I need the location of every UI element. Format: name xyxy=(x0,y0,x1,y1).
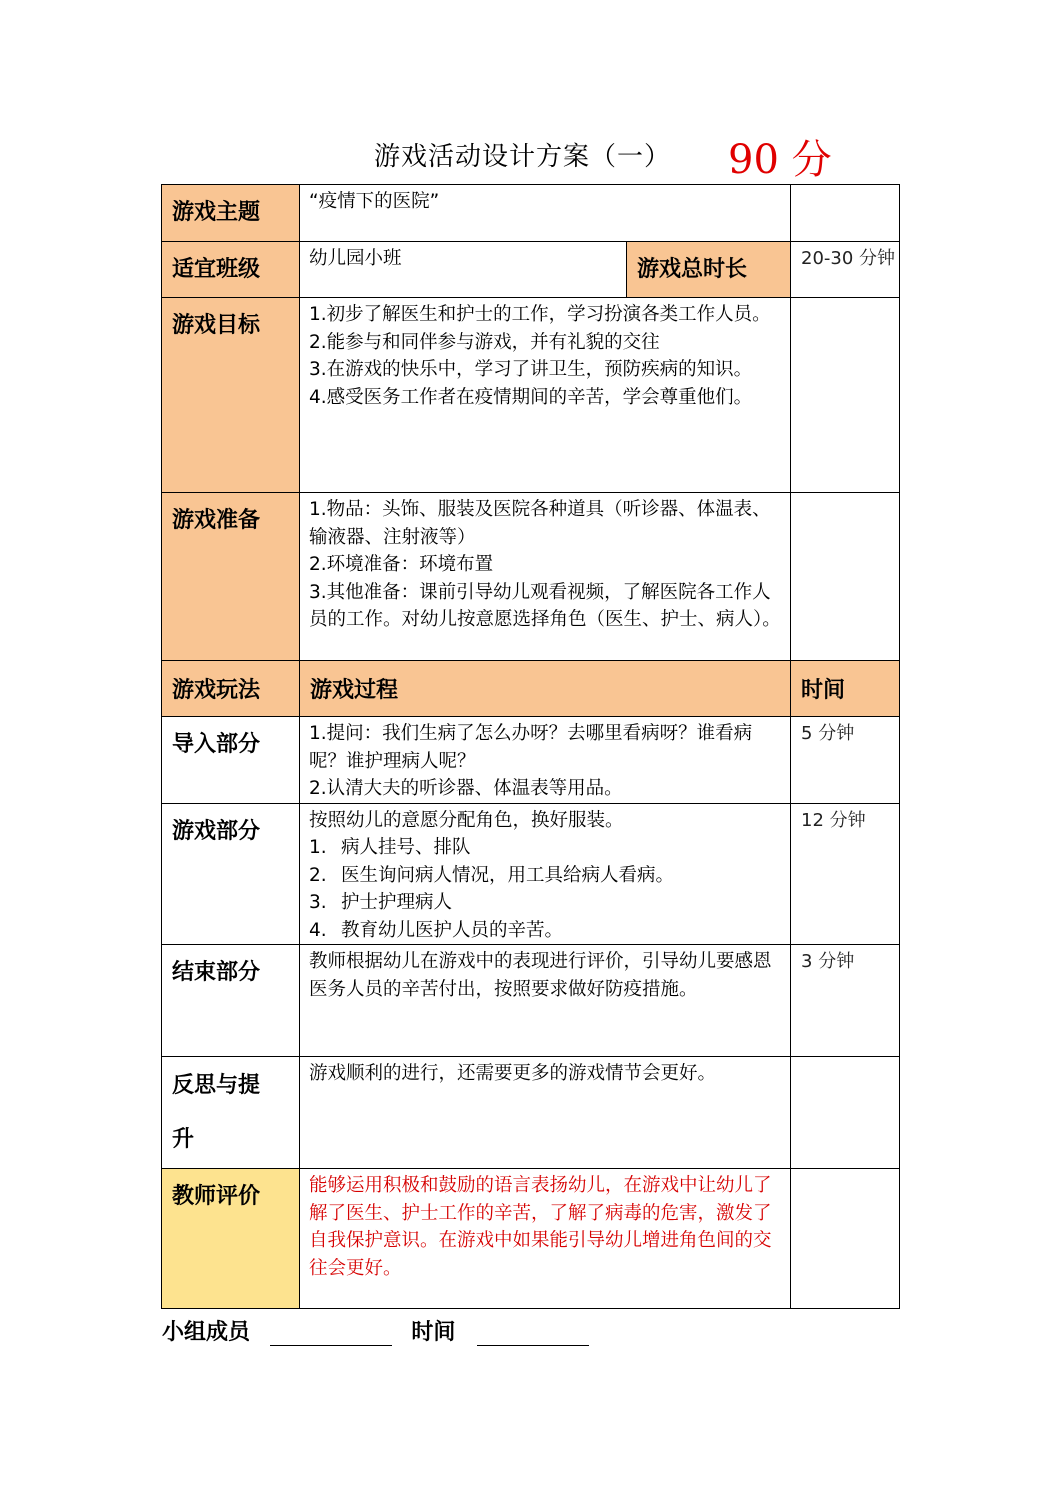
reflect-label-line1: 反思与提 xyxy=(172,1073,261,1098)
process-label: 游戏过程 xyxy=(300,661,791,717)
game-content xyxy=(300,803,791,945)
members-label: 小组成员 xyxy=(162,1320,251,1345)
step-text: 护士护理病人 xyxy=(341,892,453,913)
duration-label: 游戏总时长 xyxy=(627,242,791,298)
reflect-label-line2: 升 xyxy=(172,1127,195,1152)
game-step xyxy=(309,834,782,862)
intro-line: 1.提问：我们生病了怎么办呀？去哪里看病呀？谁看病呢？谁护理病人呢？ xyxy=(309,723,753,772)
step-text: 教育幼儿医护人员的辛苦。 xyxy=(341,919,564,941)
row-intro xyxy=(162,717,900,804)
theme-value: “疫情下的医院” xyxy=(300,185,791,242)
goal-item: 3.在游戏的快乐中，学习了讲卫生，预防疾病的知识。 xyxy=(309,359,753,380)
step-text: 病人挂号、排队 xyxy=(341,837,471,858)
class-label: 适宜班级 xyxy=(162,242,300,298)
intro-line: 2.认清大夫的听诊器、体温表等用品。 xyxy=(309,778,623,799)
play-label: 游戏玩法 xyxy=(162,661,300,717)
step-text: 医生询问病人情况，用工具给病人看病。 xyxy=(341,864,675,886)
row-game xyxy=(162,803,900,945)
score-mark: 90 分 xyxy=(728,137,832,183)
goal-empty-cell xyxy=(791,298,900,493)
game-step xyxy=(309,917,782,945)
goal-label: 游戏目标 xyxy=(162,298,300,493)
goal-item: 4.感受医务工作者在疫情期间的辛苦，学会尊重他们。 xyxy=(309,386,753,408)
row-class xyxy=(162,242,900,298)
end-time: 3 分钟 xyxy=(791,945,900,1057)
step-number: 2. xyxy=(309,864,327,886)
goal-item: 1.初步了解医生和护士的工作，学习扮演各类工作人员。 xyxy=(309,304,771,325)
step-number: 1. xyxy=(309,837,327,858)
eval-label: 教师评价 xyxy=(162,1169,300,1309)
step-number: 3. xyxy=(309,892,327,913)
row-reflect xyxy=(162,1057,900,1169)
prep-item: 1.物品：头饰、服装及医院各种道具（听诊器、体温表、输液器、注射液等） xyxy=(309,499,771,548)
intro-content xyxy=(300,717,791,804)
goal-item: 2.能参与和同伴参与游戏，并有礼貌的交往 xyxy=(309,331,660,353)
time-label: 时间 xyxy=(791,661,900,717)
row-end xyxy=(162,945,900,1057)
goal-list xyxy=(300,298,791,493)
row-prep xyxy=(162,493,900,661)
document-title: 游戏活动设计方案（一） xyxy=(374,142,672,172)
reflect-label xyxy=(162,1057,300,1169)
time-blank[interactable] xyxy=(477,1325,589,1346)
step-number: 4. xyxy=(309,919,327,941)
theme-label: 游戏主题 xyxy=(162,185,300,242)
game-intro: 按照幼儿的意愿分配角色，换好服装。 xyxy=(309,809,624,831)
theme-empty-cell xyxy=(791,185,900,242)
end-content: 教师根据幼儿在游戏中的表现进行评价，引导幼儿要感恩医务人员的辛苦付出，按照要求做好防疫措施。 xyxy=(300,945,791,1057)
game-step xyxy=(309,862,782,890)
prep-label: 游戏准备 xyxy=(162,493,300,661)
prep-list xyxy=(300,493,791,661)
intro-label: 导入部分 xyxy=(162,717,300,804)
reflect-empty-cell xyxy=(791,1057,900,1169)
end-label: 结束部分 xyxy=(162,945,300,1057)
eval-content: 能够运用积极和鼓励的语言表扬幼儿，在游戏中让幼儿了解了医生、护士工作的辛苦，了解了病毒的危害，激发了自我保护意识。在游戏中如果能引导幼儿增进角色间的交往会更好。 xyxy=(300,1169,791,1309)
prep-empty-cell xyxy=(791,493,900,661)
class-value: 幼儿园小班 xyxy=(300,242,627,298)
duration-value: 20-30 分钟 xyxy=(791,242,900,298)
row-play-header xyxy=(162,661,900,717)
intro-time: 5 分钟 xyxy=(791,717,900,804)
members-blank[interactable] xyxy=(270,1325,392,1346)
activity-plan-table xyxy=(161,184,900,1309)
prep-item: 3.其他准备：课前引导幼儿观看视频，了解医院各工作人员的工作。对幼儿按意愿选择角色（医生、护士、病人）。 xyxy=(309,581,781,630)
row-theme xyxy=(162,185,900,242)
row-goals xyxy=(162,298,900,493)
footer xyxy=(162,1315,589,1346)
footer-time-label: 时间 xyxy=(411,1320,456,1345)
game-time: 12 分钟 xyxy=(791,803,900,945)
reflect-content: 游戏顺利的进行，还需要更多的游戏情节会更好。 xyxy=(300,1057,791,1169)
game-label: 游戏部分 xyxy=(162,803,300,945)
row-eval xyxy=(162,1169,900,1309)
game-step xyxy=(309,889,782,917)
prep-item: 2.环境准备：环境布置 xyxy=(309,554,494,575)
eval-empty-cell xyxy=(791,1169,900,1309)
